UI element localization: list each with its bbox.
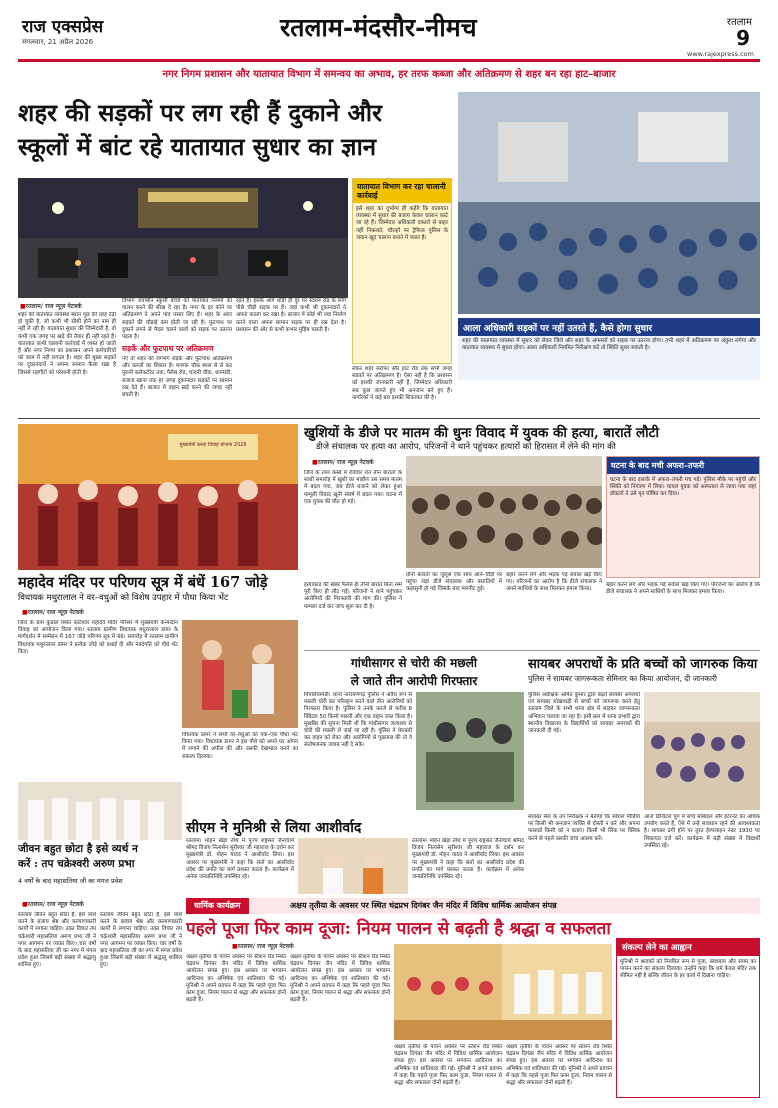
dj-side-box-title: घटना के बाद मची अफरा–तफरी — [607, 457, 759, 474]
dj-byline: ■ रतलाम/ राज न्यूज़ नेटवर्क — [312, 458, 374, 466]
wedding-body: जिले के ग्राम कुंडाल स्थित कोटेश्वर महादेव मंदिर परिसर में मुख्यमंत्री कन्यादान विवाह का आयोजन किया गया। रतलाम ग्रामीण विधायक मथुरालाल डामर के मार्गदर्शन में सम्मेलन में 167 जोड़े परिणय सूत्र में बंधे। समारोह में रतलाम ग्रामीण विधायक मथुरालाल डामर ने प्रत्येक जोड़े को बधाई दी और नवदंपति को पौधे भेंट किए। — [18, 620, 178, 655]
religion-kicker: अक्षय तृतीया के अवसर पर स्थित चंद्रप्रभ दिगंबर जैन मंदिर में विविध धार्मिक आयोजन संपन्न — [290, 901, 557, 910]
lead-subhead: सड़कें और फुटपाथ पर अतिक्रमण — [122, 344, 214, 353]
religion-headline: पहले पूजा फिर काम दूजा: नियम पालन से बढ़ती है श्रद्धा व सफलता — [186, 919, 611, 939]
religion-kicker-bar — [186, 898, 760, 914]
cm-body-2: रतलाम। मोहन खेड़ा तीर्थ में पूज्य राष्ट्रसंत जैनाचार्य श्रीमद विजय नित्यसेन सूरीश्वर जी महाराज के दर्शन कर मुख्यमंत्री डॉ. मोहन यादव ने आशीर्वाद लिया। इस अवसर पर मुख्यमंत्री ने कहा कि संतों का आशीर्वाद प्रदेश की प्रगति का मार्ग प्रशस्त करता है। कार्यक्रम में अनेक जनप्रतिनिधि उपस्थित रहे। — [412, 838, 524, 881]
religion-side-box-text: मुनिश्री ने श्रावकों को नियमित रूप से पूजा, स्वाध्याय और संयम का पालन करने का संकल्प दिलाया। उन्होंने कहा कि धर्म केवल मंदिर तक सीमित नहीं है बल्कि जीवन के हर कार्य में दिखना चाहिए। — [620, 959, 756, 980]
dj-body-4: बहार करने लगे और भड़क पड़ें सवाल खड़े किए गए। परिजनों का आरोप है कि डीजे संचालक ने अपने साथियों के साथ मिलकर हमला किया। — [506, 572, 602, 593]
cyber-headline: सायबर अपराधों के प्रति बच्चों को जागरुक किया — [528, 657, 758, 672]
life-headline-line1: जीवन बहुत छोटा है इसे व्यर्थ न — [18, 843, 138, 855]
kicker: नगर निगम प्रशासन और यातायात विभाग में समन्वय का अभाव, हर तरफ कब्जा और अतिक्रमण से शहर बन रहा हाट–बाजार — [162, 69, 616, 80]
wedding-photo-2 — [182, 620, 298, 728]
religion-side-box-title: संकल्प लेने का आह्वान — [617, 939, 759, 956]
wedding-headline: महादेव मंदिर पर परिणय सूत्र में बंधें 167 जोड़े — [18, 574, 268, 591]
life-subhead: 4 वर्षों के बाद महासतिया जी का मंगल प्रवेश — [18, 877, 123, 885]
masthead — [18, 10, 760, 58]
cyber-body: पुलिस अधीक्षक अमित कुमार द्वारा बढ़ते सायबर अपराधों एवं सायबर धोखाधड़ी से बच्चों को जागरूक करने हेतु रतलाम जिले के सभी थाना क्षेत्र में साइबर जागरूकता अभियान चलाया जा रहा है। इसी क्रम में थाना प्रभारी द्वारा स्थानीय विद्यालय के विद्यार्थियों को सायबर अपराधों की जानकारी दी गई। — [528, 692, 640, 735]
dj-body-3: तीनों बारातों का जुलूस एक साथ आने–चौड़ी पर पहुंचा जहां डीजे संचालक और बारातियों में कहासुनी हो गई जिसके बाद मारपीट हुई। — [406, 572, 502, 593]
lead-byline: ■ रतलाम/ राज न्यूज़ नेटवर्क — [20, 302, 82, 310]
life-body-2: रतलाम जीवन बहुत छोटा है, इसे व्यर्थ करने के बजाय श्रेष्ठ और कल्याणकारी कार्यों में लगाना चाहिए। उक्त विचार तप चक्रेश्वरी महासतिया अरुण प्रभा जी ने नगर आगमन पर व्यक्त किए। चार वर्षों के बाद महासतिया जी का नगर में मंगल प्रवेश हुआ जिसमें बड़ी संख्या में श्रद्धालु शामिल हुए। — [100, 912, 182, 969]
religion-body-2: अक्षय तृतीया के पावन अवसर पर स्टेशन रोड स्थित चंद्रप्रभ दिगंबर जैन मंदिर में विविध धार्मिक आयोजन संपन्न हुए। इस अवसर पर भगवान आदिनाथ का अभिषेक एवं शांतिधारा की गई। मुनिश्री ने अपने प्रवचन में कहा कि पहले पूजा फिर काम दूजा, नियम पालन से श्रद्धा और सफलता दोनों बढ़ती हैं। — [290, 954, 390, 1004]
lead-boxed — [352, 178, 452, 364]
cm-photo — [298, 838, 408, 894]
dj-side-box-text: घटना के बाद इलाके में अफरा–तफरी मच गई। पुलिस मौके पर पहुंची और स्थिति को नियंत्रण में लिया। घायल युवक को अस्पताल ले जाया गया जहां डॉक्टरों ने उसे मृत घोषित कर दिया। — [610, 477, 756, 498]
life-photo — [18, 782, 182, 840]
life-headline-line2: करें : तप चक्रेश्वरी अरुण प्रभा — [18, 858, 135, 870]
lead-boxed-title: यातायात विभाग कर रहा चालानी कार्रवाई — [353, 179, 451, 203]
section-title: रतलाम-मंदसौर-नीमच — [280, 13, 477, 42]
cyber-body-3: आज डिजिटल युग में बच्चे मोबाइल और इंटरनेट का अधिक उपयोग करते हैं, ऐसे में उन्हें सावधान रहने की आवश्यकता है। सायबर ठगी होने पर तुरंत हेल्पलाइन नंबर 1930 पर शिकायत दर्ज करें। कार्यक्रम में बड़ी संख्या में विद्यार्थी उपस्थित रहे। — [644, 814, 760, 849]
paper-name: राज एक्सप्रेस — [22, 17, 104, 37]
dj-body-2: हत्याकांड की खबर फैलते ही तीनों बारातें बिना रस्म पूरी किए ही लौट गईं। परिजनों ने थाने पहुंचकर आरोपियों की गिरफ्तारी की मांग की। पुलिस ने मामला दर्ज कर जांच शुरू कर दी है। — [304, 582, 402, 610]
lead-body-col2b: नए तो शहर की लगभग सड़कें और फुटपाथ अतिक्रमण और कब्जों का शिकार हैं। माणक चौक स्थल से ले कर पुरानी कलेक्टोरेट तक, पैलेस रोड, चांदनी चौक, धानमंडी, बजाज खाना तक हर जगह दुकानदार सड़कों पर सामान रख देते हैं। बाजार में वाहन खड़े करने की जगह नहीं बचती है। — [122, 356, 232, 399]
cyber-body-2: सायबर सेल के उप निरीक्षक ने बताया कि सोशल मीडिया पर किसी भी अनजान व्यक्ति से दोस्ती न करें और अपना पासवर्ड किसी को न बताएं। किसी भी लिंक पर क्लिक करने से पहले उसकी जांच अवश्य करें। — [528, 814, 640, 842]
divider-2 — [304, 650, 760, 651]
religion-photo — [394, 944, 612, 1040]
masthead-rule — [18, 59, 760, 62]
dj-side-box — [606, 456, 760, 578]
cyber-subhead: पुलिस ने सायबर जागरूकता सेमिनार का किया आयोजन, दी जानकारी — [528, 674, 717, 683]
wedding-body-2: विधायक डामर ने सभी वर–वधुओं को एक–एक पौधा भेंट किया गया। विधायक डामर ने इस पौधे को अपने घर आंगन में लगाने की अपील की और उसकी देखभाल करने का संकल्प दिलाया। — [182, 732, 298, 760]
religion-body-4: अक्षय तृतीया के पावन अवसर पर स्टेशन रोड स्थित चंद्रप्रभ दिगंबर जैन मंदिर में विविध धार्मिक आयोजन संपन्न हुए। इस अवसर पर भगवान आदिनाथ का अभिषेक एवं शांतिधारा की गई। मुनिश्री ने अपने प्रवचन में कहा कि पहले पूजा फिर काम दूजा, नियम पालन से श्रद्धा और सफलता दोनों बढ़ती हैं। — [506, 1044, 612, 1087]
wedding-banner-text: मुख्यमंत्री कन्या विवाह योजना 2026 — [179, 442, 247, 448]
lead-photo-traffic — [18, 178, 348, 298]
dateline: मंगलवार, 21 अप्रैल 2026 — [22, 38, 94, 46]
wedding-subhead: विधायक मथुरालाल ने वर–वधुओं को विशेष उपहार में पौधा किया भेंट — [18, 593, 229, 603]
life-body: रतलाम जीवन बहुत छोटा है, इसे व्यर्थ करने के बजाय श्रेष्ठ और कल्याणकारी कार्यों में लगाना चाहिए। उक्त विचार तप चक्रेश्वरी महासतिया अरुण प्रभा जी ने नगर आगमन पर व्यक्त किए। चार वर्षों के बाद महासतिया जी का नगर में मंगल प्रवेश हुआ जिसमें बड़ी संख्या में श्रद्धालु शामिल हुए। — [18, 912, 96, 969]
cyber-photo — [644, 692, 760, 810]
website: www.rajexpress.com — [687, 50, 754, 58]
theft-photo — [416, 692, 524, 810]
cm-headline: सीएम ने मुनिश्री से लिया आशीर्वाद — [186, 820, 362, 836]
life-byline: ■ रतलाम/ राज न्यूज़ नेटवर्क — [22, 900, 84, 908]
theft-body: पिपलियामंडी। थाना नारायणगढ़ पुलिस ने अवैध रूप से मछली चोरी कर परिवहन करने वाले तीन आरोपियों को गिरफ्तार किया है। पुलिस ने उनके कब्जे से करीब 8 क्विंटल 50 किलो मछली और एक वाहन जब्त किया है। मुखबिर की सूचना मिली थी कि गांधीसागर जलाशय से चोरी की मछली ले जाई जा रही है। पुलिस ने घेराबंदी कर वाहन को रोका और आरोपियों से पूछताछ की तो वे संतोषजनक जवाब नहीं दे सके। — [304, 692, 412, 749]
lead-photo-text: शहर की यातायात व्यवस्था में सुधार को लेकर जिले और शहर के अफसरों को सड़क पर उतरना होगा। तभी शहर में अतिक्रमण पर अंकुश लगेगा और यातायात व्यवस्था में सुधार होगा। आला अधिकारी नियमित निरीक्षण करें तो स्थिति सुधर सकती है। — [458, 336, 760, 380]
dj-side-continued: बहार करने लगे और भड़क पड़ें सवाल खड़े किए गए। परिजनों का आरोप है कि डीजे संचालक ने अपने साथियों के साथ मिलकर हमला किया। — [606, 582, 760, 596]
lead-headline — [18, 96, 486, 176]
divider-1 — [18, 418, 760, 419]
theft-headline-line2: ले जाते तीन आरोपी गिरफ्तार — [350, 674, 478, 688]
lead-body-col2: विभाग जवाबीन स्कूली बच्चों को यातायात नियमों का पालन करने की सीख दे रहा है। नगर के हर कोने पर अतिक्रमण ने अपने पांव पसार लिए हैं। शहर के अंदर सड़कों की चौड़ाई कम होती जा रही है। फुटपाथ पर दुकानें लगने से पैदल चलने वालों को सड़क पर उतरना पड़ता है। — [122, 298, 232, 341]
religion-body-1: अक्षय तृतीया के पावन अवसर पर स्टेशन रोड स्थित चंद्रप्रभ दिगंबर जैन मंदिर में विविध धार्मिक आयोजन संपन्न हुए। इस अवसर पर भगवान आदिनाथ का अभिषेक एवं शांतिधारा की गई। मुनिश्री ने अपने प्रवचन में कहा कि पहले पूजा फिर काम दूजा, नियम पालन से श्रद्धा और सफलता दोनों बढ़ती हैं। — [186, 954, 286, 1004]
lead-photo-school — [458, 92, 760, 314]
lead-photo-caption: आला अधिकारी सड़कों पर नहीं उतरते हैं, कैसे होगा सुधार — [458, 318, 760, 337]
wedding-photo-1 — [18, 424, 298, 570]
dj-body-1: जिले के ताल कस्बे में रविवार रात तीन बारातों के साथी समारोह में खुशी का माहौल उस समय मातम में बदल गया, जब डीजे बजाने को लेकर हुआ मामूली विवाद खूनी संघर्ष में बदल गया। घटना में एक युवक की मौत हो गई। — [304, 470, 402, 505]
religion-label: धार्मिक कार्यक्रम — [186, 898, 249, 914]
city-label: रतलाम — [726, 17, 752, 28]
page-number: 9 — [736, 26, 750, 50]
dj-photo-crowd — [406, 456, 602, 568]
cm-body: रतलाम। मोहन खेड़ा तीर्थ में पूज्य राष्ट्रसंत जैनाचार्य श्रीमद विजय नित्यसेन सूरीश्वर जी महाराज के दर्शन कर मुख्यमंत्री डॉ. मोहन यादव ने आशीर्वाद लिया। इस अवसर पर मुख्यमंत्री ने कहा कि संतों का आशीर्वाद प्रदेश की प्रगति का मार्ग प्रशस्त करता है। कार्यक्रम में अनेक जनप्रतिनिधि उपस्थित रहे। — [186, 838, 294, 881]
lead-boxed-text: इसे शहर का दुर्भाग्य ही कहेंगे कि यातायात व्यवस्था में सुधार की बजाय केवल चालान काटे जा रहे हैं। जिम्मेदार अधिकारी दफ्तरों से बाहर नहीं निकलते, चौराहों पर ट्रैफिक पुलिस के जवान खुद चालान बनाने में व्यस्त हैं। — [356, 206, 448, 241]
theft-headline — [304, 654, 524, 690]
life-headline — [18, 842, 182, 872]
lead-body-col1: शहर की यातायात व्यवस्था स्थान पूछ की तरह टेढ़ी हो चुकी है, जो कभी भी सीधी होने का नाम ही नहीं ले रही है। यातायात सुधार की जिम्मेदारी है, वो कभी एक जगह पर खड़े की तैयार ही नहीं रहते हैं। यातायात कभी चालानी कार्रवाई में व्यस्त हो जाती हैं और नगर निगम का प्रशासन अपने कर्मचारियों को काम में नहीं लगाता है। शहर की मुख्य सड़कों पर दुकानदारों ने अपना सामान फैला रखा है जिससे राहगीरों को परेशानी होती है। — [18, 312, 116, 376]
theft-headline-line1: गांधीसागर से चोरी की मछली — [351, 656, 477, 670]
lead-headline-line2: स्कूलों में बांट रहे यातायात सुधार का ज्ञान — [18, 132, 377, 161]
religion-body-3: अक्षय तृतीया के पावन अवसर पर स्टेशन रोड स्थित चंद्रप्रभ दिगंबर जैन मंदिर में विविध धार्मिक आयोजन संपन्न हुए। इस अवसर पर भगवान आदिनाथ का अभिषेक एवं शांतिधारा की गई। मुनिश्री ने अपने प्रवचन में कहा कि पहले पूजा फिर काम दूजा, नियम पालन से श्रद्धा और सफलता दोनों बढ़ती हैं। — [394, 1044, 502, 1087]
religion-byline: ■ रतलाम/ राज न्यूज़ नेटवर्क — [232, 942, 294, 950]
wedding-byline: ■ रतलाम/ राज न्यूज़ नेटवर्क — [22, 608, 84, 616]
religion-side-box — [616, 938, 760, 1098]
lead-body-col3: रहते हैं। इसके आगे थोड़ी ही दूर पर स्टेशन रोड के लोग पीछे चौड़ी सड़क पर हैं। जहां कभी भी दुकानदारों ने अपना कब्जा कर रखा है। बाजार में कोई भी नया निर्माण करने वाला अपना सामान सड़क पर ही रख देता है। प्रशासन की ओर से कभी कभार मुहिम चलती है। — [236, 298, 346, 333]
dj-headline: खुशियों के डीजे पर मातम की धुनः विवाद में युवक की हत्या, बारातें लौटी — [304, 425, 659, 441]
dj-subhead: डीजे संचालक पर हत्या का आरोप, परिजनों ने थाने पहुंचकर हत्यारों को हिरासत में लेने की मांग की — [316, 442, 616, 452]
lead-body-col4: लेकर शहर सराफा और हाट रोड तक सभी जगह सड़कों पर अतिक्रमण है। ऐसा नहीं है कि प्रशासन को इसकी जानकारी नहीं है, जिम्मेदार अधिकारी सब कुछ जानते हुए भी अनजान बने हुए हैं। नागरिकों ने कई बार इसकी शिकायत की है। — [352, 366, 452, 401]
lead-headline-line1: शहर की सड़कों पर लग रही हैं दुकाने और — [18, 98, 382, 127]
